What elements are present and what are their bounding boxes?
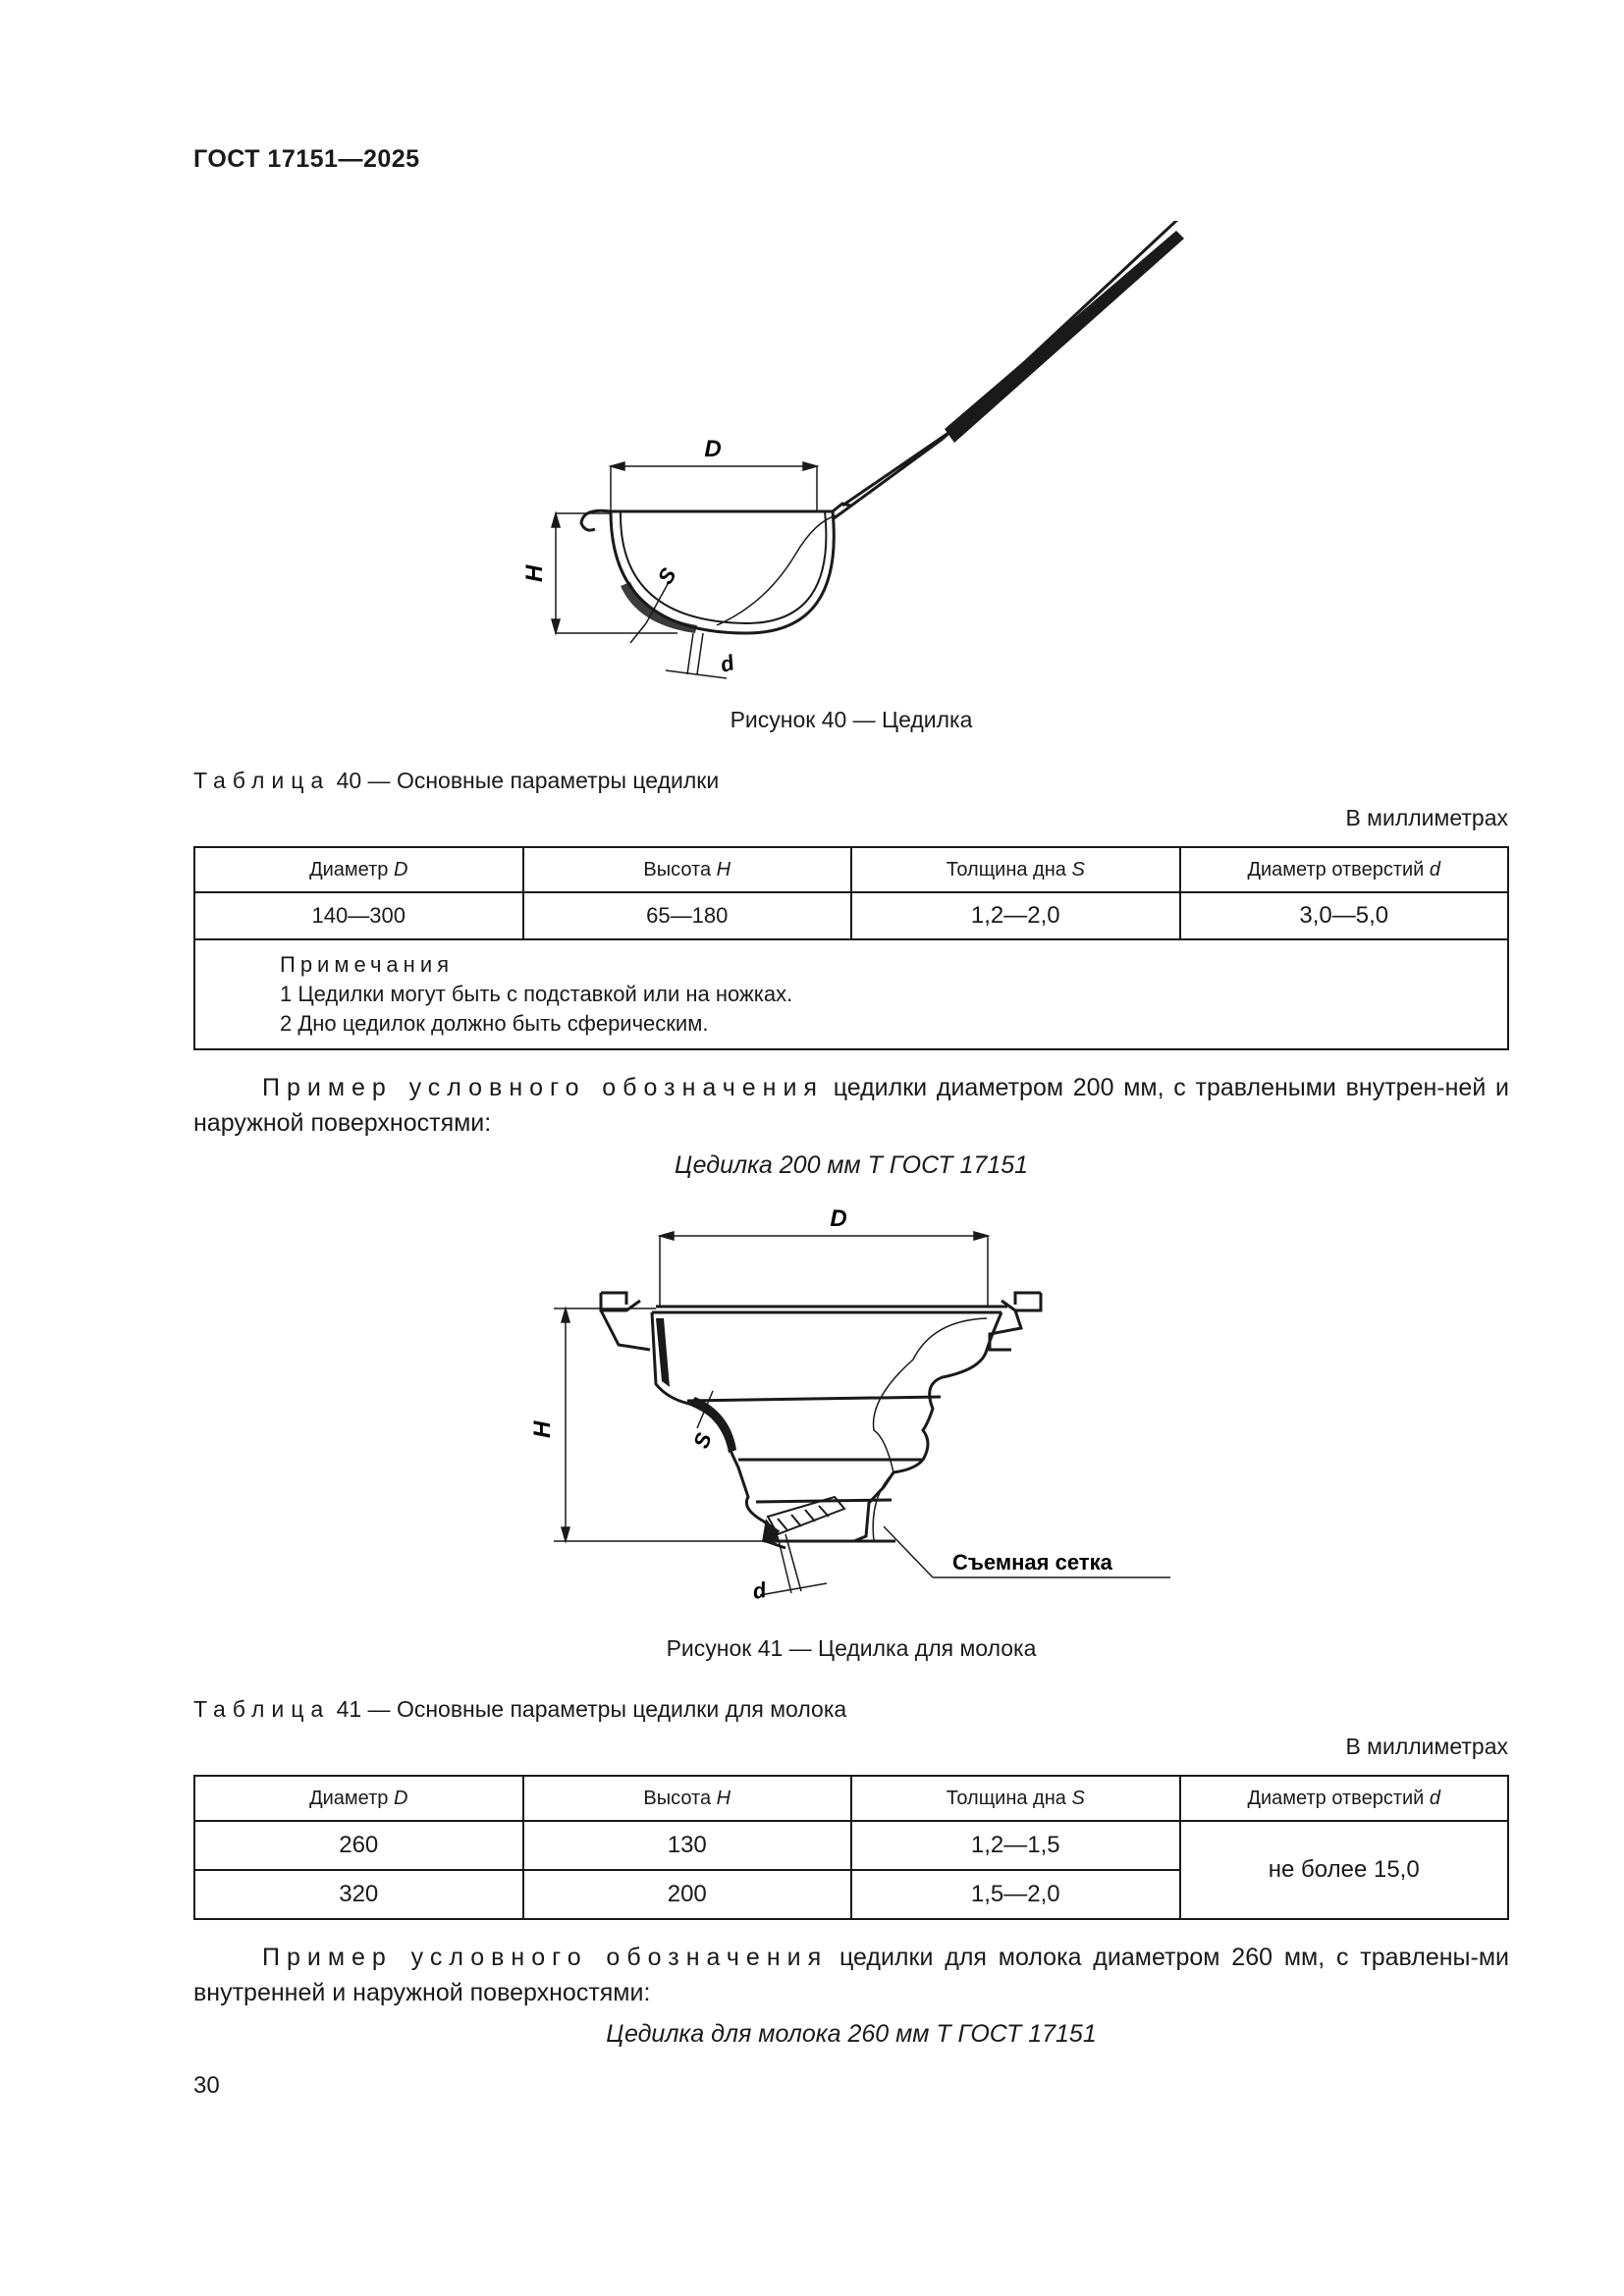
- fig41-label-d-upper: D: [830, 1205, 847, 1232]
- table-41-units: В миллиметрах: [1345, 1734, 1508, 1759]
- table-row: [194, 1821, 1508, 1870]
- example-41-paragraph: [193, 1940, 1509, 2010]
- table-40-title: 40 — Основные параметры цедилки: [330, 768, 720, 793]
- example-41-designation: Цедилка для молока 260 мм Т ГОСТ 17151: [606, 2020, 1097, 2048]
- header-diameter-d: Диаметр D: [194, 847, 523, 892]
- table-40: [193, 846, 1509, 1050]
- page-number: 30: [193, 2072, 220, 2099]
- cell-height: 65—180: [523, 892, 852, 939]
- header-thickness-s: Толщина дна S: [851, 847, 1180, 892]
- figure-41-drawing: [520, 1202, 1198, 1634]
- figure-40-drawing: [520, 221, 1188, 692]
- table-41: [193, 1775, 1509, 1920]
- cell-thickness: 1,5—2,0: [851, 1870, 1180, 1919]
- notes-title: Примечания: [280, 952, 455, 977]
- table-41-title: 41 — Основные параметры цедилки для молока: [330, 1696, 847, 1722]
- cell-height: 200: [523, 1870, 852, 1919]
- example-41-spaced: Пример условного обозначения: [262, 1944, 829, 1971]
- example-40-paragraph: [193, 1070, 1509, 1141]
- fig41-label-h: H: [529, 1420, 556, 1438]
- fig40-label-d-lower: d: [717, 650, 737, 677]
- fig41-label-d-lower: d: [750, 1576, 769, 1604]
- cell-thickness: 1,2—2,0: [851, 892, 1180, 939]
- table-header-row: [194, 847, 1508, 892]
- example-40-text: цедилки диаметром 200 мм, с травлеными внутрен-ней и наружной поверхностями:: [193, 1074, 1509, 1137]
- header-thickness-s: Толщина дна S: [851, 1776, 1180, 1821]
- header-height-h: Высота H: [523, 1776, 852, 1821]
- cell-diameter: 260: [194, 1821, 523, 1870]
- handle-shaft: [945, 231, 1184, 443]
- cell-height: 130: [523, 1821, 852, 1870]
- table-40-units: В миллиметрах: [1345, 805, 1508, 830]
- fig41-label-mesh: Съемная сетка: [952, 1550, 1112, 1575]
- example-40-designation: Цедилка 200 мм Т ГОСТ 17151: [674, 1151, 1029, 1179]
- cell-hole-diameter: 3,0—5,0: [1180, 892, 1509, 939]
- fig40-label-d-upper: D: [704, 436, 722, 462]
- example-40-spaced: Пример условного обозначения: [262, 1074, 824, 1101]
- table-notes-row: [194, 939, 1508, 1049]
- bowl-outer-outline: [611, 511, 834, 633]
- figure-40-caption: Рисунок 40 — Цедилка: [730, 707, 973, 732]
- table-row: [194, 892, 1508, 939]
- cell-diameter: 140—300: [194, 892, 523, 939]
- header-diameter-d: Диаметр D: [194, 1776, 523, 1821]
- header-hole-diameter-d: Диаметр отверстий d: [1180, 1776, 1509, 1821]
- table-41-prefix: Таблица: [193, 1696, 331, 1722]
- note-1: 1 Цедилки могут быть с подставкой или на ножках.: [280, 982, 793, 1006]
- table-40-prefix: Таблица: [193, 768, 331, 793]
- example-41-text: цедилки для молока диаметром 260 мм, с травлены-ми внутренней и наружной поверхностями:: [193, 1944, 1510, 2006]
- fig40-label-s: S: [652, 563, 681, 589]
- table-40-caption: [193, 768, 719, 794]
- cell-diameter: 320: [194, 1870, 523, 1919]
- header-height-h: Высота H: [523, 847, 852, 892]
- table-notes: [194, 939, 1508, 1049]
- document-number: ГОСТ 17151—2025: [193, 145, 420, 173]
- table-41-caption: [193, 1696, 846, 1723]
- cell-thickness: 1,2—1,5: [851, 1821, 1180, 1870]
- table-header-row: [194, 1776, 1508, 1821]
- note-2: 2 Дно цедилок должно быть сферическим.: [280, 1011, 709, 1036]
- header-hole-diameter-d: Диаметр отверстий d: [1180, 847, 1509, 892]
- fig40-label-h: H: [521, 564, 548, 582]
- fig41-label-s: S: [688, 1429, 717, 1452]
- figure-41-caption: Рисунок 41 — Цедилка для молока: [666, 1635, 1037, 1661]
- cell-hole-diameter-merged: не более 15,0: [1180, 1821, 1509, 1919]
